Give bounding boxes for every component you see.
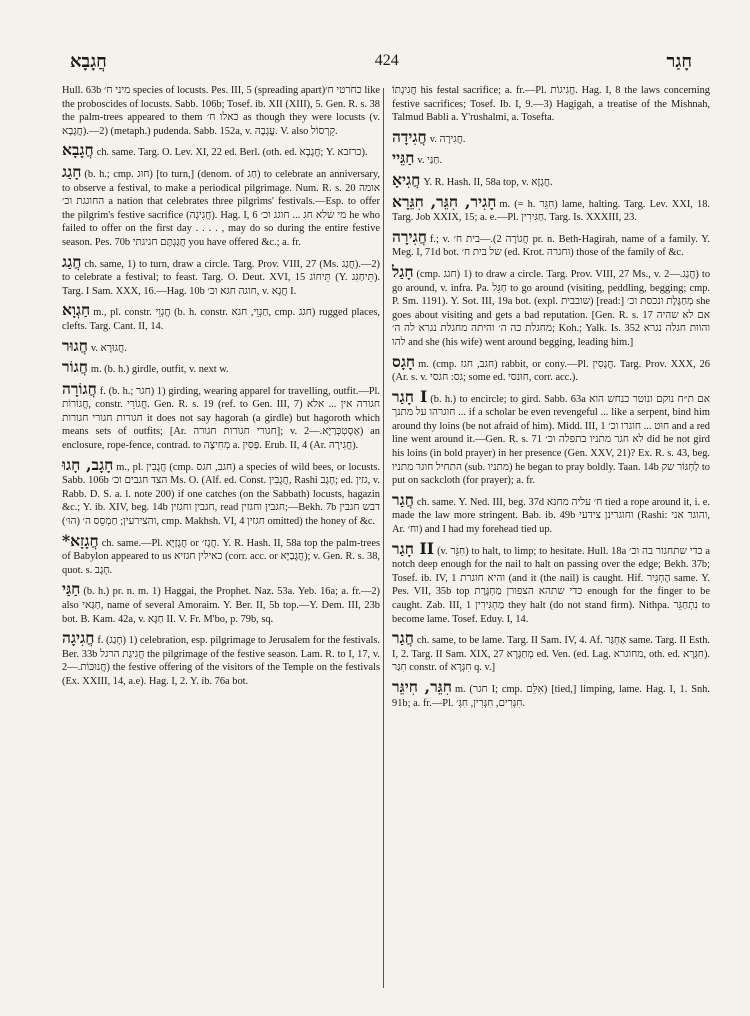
entry-definition: ch. same. Targ. O. Lev. XI, 22 ed. Berl. (oth. ed. חֲגָבָא; Y. כרזבא). <box>96 147 368 159</box>
entry-headword: חַגֵּיי <box>392 148 415 168</box>
entry-headword: חֲגַג <box>62 251 82 271</box>
entry-headword: חַגְוָא <box>62 300 91 320</box>
dictionary-entry <box>62 300 380 333</box>
entry-headword: חָגַר II <box>392 538 435 558</box>
entry-definition: ch. same. Y. Ned. III, beg. 37d ח׳ עליה מחנא tied a rope around it, i. e. made the law more stringent. Bab. ib. 49b וחוגרינן צידעי (Rashi: והוגר אני, Ar. וח׳) and I had my forehead tied up. <box>392 496 711 536</box>
dictionary-entry <box>62 140 380 160</box>
dictionary-entry <box>62 530 380 578</box>
entry-headword: *חֲגָזָא <box>62 530 99 550</box>
entry-headword: חָגַל <box>392 261 414 281</box>
left-column <box>62 84 380 694</box>
dictionary-entry <box>392 191 710 225</box>
dictionary-entry <box>392 148 710 168</box>
entry-headword: חֲגָבָא <box>62 140 94 160</box>
entry-definition: v. חַגַּי. <box>417 155 443 167</box>
entry-headword: חֲגִירָה <box>392 226 427 246</box>
entry-definition: Y. R. Hash. II, 58a top, v. חֲגָזָא. <box>423 176 553 188</box>
dictionary-entry <box>62 378 381 453</box>
entry-definition: v. חֲגִירָה. <box>429 133 466 145</box>
dictionary-entry <box>392 628 711 675</box>
entry-headword: חֲגַר <box>392 628 414 648</box>
dictionary-entry <box>62 335 380 356</box>
dictionary-entry <box>62 161 381 250</box>
entry-definition: f. (חָגַג) 1) celebration, esp. pilgrimage to Jerusalem for the festivals. Ber. 33b חֲגִיגַת הרגל the pilgrimage of the festive season. Lam. R. to I, 17, v. חֲנוּכּוֹת.—2) the festive offering of the visitors of the Temple on the festivals (Ex. XXIII, 14, a.e). Hag. I, 2. Y. ib. 76a bot. <box>62 635 381 687</box>
entry-headword: חֲגִיאָ <box>392 169 421 189</box>
entry-definition: ch. same.—Pl. חֲגָזַיָּא or חֲגָז׳. Y. R. Hash. II, 58a top the palm-trees of Babylon appeared to us כאילין חגזיא (corr. acc. or חֲגָבַיָּא); v. Gen. R. s. 38, quot. s. חָגָב. <box>62 537 380 576</box>
entry-headword: חֲגוֹרָה <box>62 378 97 398</box>
entry-definition: m., pl. constr. חֲגְוֵי (b. h. constr. חַגְוֵי, חגא, cmp. חגג) rugged places, clefts. Targ. Cant. II, 14. <box>62 307 380 332</box>
entry-headword: חֲגוּר <box>62 335 88 355</box>
dictionary-entry <box>62 454 380 529</box>
entry-definition: m. (חגר I; cmp. אִלֵּם) [tied,] limping, lame. Hag. I, 1. Snh. 91b; a. fr.—Pl. חִגְּרִים, חִגְּרִין, חִגְּ׳. <box>392 683 710 709</box>
dictionary-entry <box>62 579 380 626</box>
dictionary-entry <box>62 357 380 377</box>
dictionary-entry <box>62 628 381 688</box>
entry-headword: חִגֵּר, חִיגֵּר <box>392 676 452 696</box>
dictionary-entry <box>392 226 710 260</box>
entry-headword: חָגַג <box>62 161 82 181</box>
entry-headword: חֲגִידָה <box>392 126 427 146</box>
entry-headword: חֲגַר <box>392 489 414 509</box>
entry-definition: חֲגִיגָתוֹ his festal sacrifice; a. fr.—Pl. חֲגִיגוֹת. Hag. I, 8 the laws concerning festive sacrifices; Tosef. Ib. I, 9.—3) Hagigah, a treatise of the Mishnah, Talmud Babli a. Y'rushalmi, a. Tosefta. <box>392 85 710 124</box>
page-number: 424 <box>374 52 399 69</box>
dictionary-entry <box>392 489 711 537</box>
entry-definition: m. (b. h.) girdle, outfit, v. next w. <box>90 364 229 376</box>
entry-definition: ch. same, to be lame. Targ. II Sam. IV, 4. Af. אַחְגַּר same. Targ. II Esth. I, 2. Targ. II Sam. XIX, 27 מְחַגְּרָא ed. Ven. (ed. Lag. מחוגרא, oth. ed. חִגְּרָא). חִגַּר constr. of חִגְּרָא q. v.] <box>392 635 711 674</box>
header-left-word: חֲגָבָא <box>70 50 107 71</box>
dictionary-entry <box>62 84 380 138</box>
entry-definition: f. (b. h.; חגר) 1) girding, wearing apparel for travelling, outfit.—Pl. חֲגוֹרוֹת, constr. חֲגוֹרֵי. Gen. R. s. 19 (ref. to Gen. III, 7) חגורה אין ... אלא חגורות חגורי חגורות it does not say hagorah (a girdle) but hagoroth which means sets of outfits; [Ar. חגורי חגורות חגורה]; v. אַסְטְכְּרַיָּא.—2) an enclosure, rope-fence, contrad. to מְחִיצָה a. פַּסִּין. Erub. II, 4 (Ar. חֲגִירָה). <box>62 385 381 452</box>
entry-headword: חֲגִיגָה <box>62 628 95 648</box>
entry-definition: Hull. 63b מיני ח׳ species of locusts. Pes. III, 5 (spreading apart)כחרטי ח׳ like the proboscides of locusts. Sabb. 106b; Tosef. ib. XII (XIII), 5. Gen. R. s. 38 the palm-trees appeared to them כאלו ח׳ as though they were locusts (v. חֲגָבָא).—2) (metaph.) pudenda. Sabb. 152a, v. עֲגְבָה. V. also קֵרְסוֹל. <box>62 85 380 137</box>
page-header <box>70 46 692 76</box>
dictionary-entry <box>62 251 381 299</box>
entry-headword: חָגַר I <box>392 386 428 406</box>
entry-definition: ch. same, 1) to turn, draw a circle. Targ. Prov. VIII, 27 (Ms. חֲגַג).—2) to celebrate a festival; to feast. Targ. O. Deut. XVI, 15 תֵּיחוֹג (Y. תֵּיחַגִּג). Targ. I Sam. XXX, 16.—Hag. 10b חוגה חגא וכ׳, v. חֲגָא I. <box>62 258 381 297</box>
entry-definition: m. (cmp. חגב, חגז) rabbit, or cony.—Pl. חֲגָסִין. Targ. Prov. XXX, 26 (Ar. s. v. גס: חגסי; some ed. חוּנסי, corr. acc.). <box>392 358 710 384</box>
entry-headword: חַגַּי <box>62 579 81 599</box>
dictionary-entry <box>392 126 710 147</box>
dictionary-entry <box>392 351 710 385</box>
column-divider <box>383 88 384 988</box>
entry-definition: m., pl. חֲגָבִין (cmp. חגב, חגס) a species of wild bees, or locusts. Sabb. 106b הצד חגבים וכ׳ Ms. O. (Alf. ed. Const. חֲגָבִין, Rashi חָגָב; ed. גזין, v. Rabb. D. S. a. l. note 200) if one catches (on the Sabbath) locusts, hagazin &c.; Y. ib. XIV, beg. 14b חגבין וחגזין, read חגבין וחגזין;—Bekh. 7b דבש חגבין והצירעין; חַמְסֵס ה׳ (הוּ׳), cmp. Makhsh. VI, 4 חגזין omitted) the honey of &c. <box>62 461 380 528</box>
dictionary-entry <box>392 538 711 627</box>
dictionary-entry <box>392 84 710 125</box>
entry-definition: (b. h.) pr. n. m. 1) Haggai, the Prophet. Naz. 53a. Yeb. 16a; a. fr.—2) also חַגַּאי, name of several Amoraim. Y. Ber. II, 5b top.—Y. Dem. III, 23b bot. B. Kam. 42a, v. חַגָּא II. V. Fr. M'bo, p. 79b, sq. <box>62 586 380 625</box>
dictionary-entry <box>392 676 710 710</box>
entry-definition: (b. h.) to encircle; to gird. Sabb. 63a אם ת״ח נוקם ונוטר כנחש הוא חוגרהו על מתנך ... if a scholar be even revengeful ... like a serpent, bind him around thy loins (be not afraid of him). Midd. III, 1 חוּט ... חוגרו וכ׳ and a red line went around it.—Gen. R. s. 71 לא חגר מתניו בתפלה וכ׳ did he not gird his loins (in bold prayer) in her presence (Gen. XXV, 21)? Ex. R. s. 43, beg. התחיל חוגר מתניו (sub. מתניו) he began to pray boldly. Taan. 14b לַחְגּוֹר שק to put on sackcloth (for prayer); a. fr. <box>392 393 710 487</box>
entry-definition: v. חֲגוּרָא. <box>90 342 127 354</box>
entry-headword: חָגָס <box>392 351 416 371</box>
entry-definition: m. (= h. חִגֵּר) lame, halting. Targ. Lev. XXI, 18. Targ. Job XXIX, 15; a. e.—Pl. חַגִּירִין. Targ. Is. XXXIII, 23. <box>392 198 710 224</box>
right-column <box>392 84 710 715</box>
dictionary-entry <box>392 261 711 350</box>
entry-headword: חָגִיר, חִגֵּר, חִגֵּרָא <box>392 191 497 211</box>
dictionary-entry <box>392 169 710 190</box>
dictionary-entry <box>392 386 710 488</box>
entry-definition: f.; v. חֲגוֹרָה 2).—בית ח׳ pr. n. Beth-Hagirah, name of a family. Y. Meg. I, 71d bot. של בית ח׳ (ed. Krot. וחגרה) those of the family of &c. <box>392 233 710 259</box>
header-right-word: חָגַר <box>666 50 692 71</box>
entry-definition: (cmp. חגג) 1) to draw a circle. Targ. Prov. VIII, 27 Ms., v. חֲגַג.—2) to go around, v. infra. Pa. חַגֵּל to go around (visiting, peddling, begging; cmp. P. Sm. 1191). Y. Sot. III, 19a bot. (expl. שובבית) [read:] מְחַגֶּלֶת ונכסת וכ׳ she goes about visiting and gets a bad reputation. [Gen. R. s. 17 אם לא שהיה מחגלת כה ה׳ והיתה מחגלת נגרא לה ה׳; Koh.; Yalk. Is. 352 והוות חגלה נגרא להו and she (his wife) went around begging, leading him.] <box>392 268 711 348</box>
entry-headword: חָגָב, חָגוּ <box>62 454 114 474</box>
entry-definition: (v. חִגֵּר) to halt, to limp; to hesitate. Hull. 18a כדי שתחגור בה וכ׳ a notch deep enough for the nail to halt on passing over the edge; Bekh. 37b; Tosef. ib. IV, 1 והיא חוגרת (and it (the nail) is caught. Hif. הֶחְגִּיר same. Y. Pes. VII, 35b top כדי שתהא הצפורן מַחְגֶּרֶת enough for the finger to be caught. Zab. III, 1 מַחְגִּירִין they halt (do not stand firm). Nithpa. נִתְחַגֵּר to become lame. Tosef. Eduy. I, 14. <box>392 545 711 625</box>
entry-headword: חֲגוֹר <box>62 357 88 377</box>
entry-definition: (b. h.; cmp. חוּג) [to turn,] (denom. of חַג) to celebrate an anniversary, to observe a festival, to make a periodical pilgrimage. Num. R. s. 20 אומה החוגגת וכ׳ a nation that celebrates three pilgrims' festivals.—Esp. to offer the pilgrim's festive sacrifice (חֲגִיגָה). Hag. I, 6 מי שלא חג ... חוגג וכ׳ he who failed to offer on the first day . . . . , may do so during the entire festive season. Pes. 70b חֲגַגְתֶּם חגיגתי you have offered &c.; a. fr. <box>62 168 381 248</box>
